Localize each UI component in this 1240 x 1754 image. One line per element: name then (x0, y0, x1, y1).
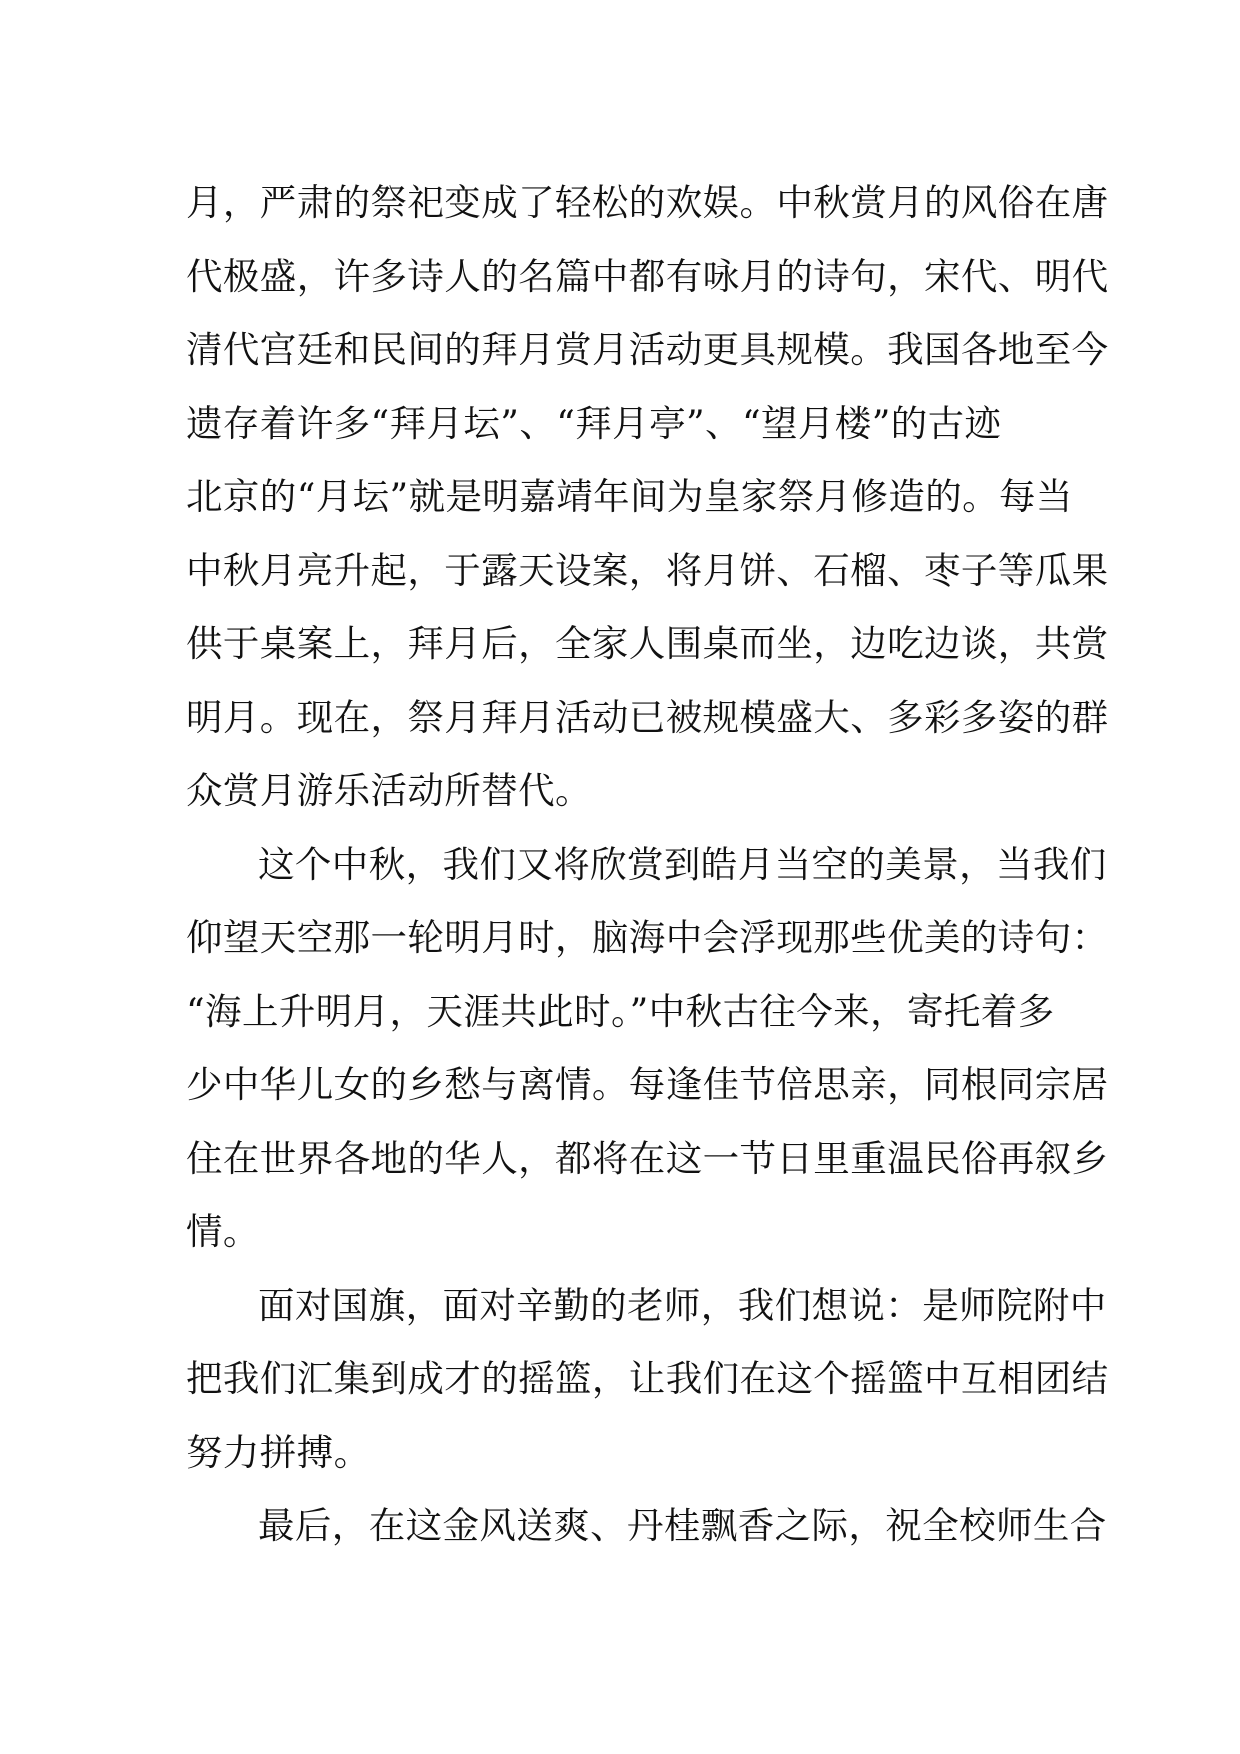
paragraph-first-line: 面对国旗，面对辛勤的老师，我们想说：是师院附中 (258, 1283, 1107, 1327)
text-line: 月，严肃的祭祀变成了轻松的欢娱。中秋赏月的风俗在唐 (186, 181, 1109, 224)
text-line: 少中华儿女的乡愁与离情。每逢佳节倍思亲，同根同宗居 (186, 1063, 1109, 1106)
body-text (186, 166, 1109, 1563)
text-line: 情。 (186, 1210, 260, 1253)
text-line: 清代宫廷和民间的拜月赏月活动更具规模。我国各地至今 (186, 328, 1109, 371)
text-line: 北京的“月坛”就是明嘉靖年间为皇家祭月修造的。每当 (186, 475, 1073, 518)
text-line: 中秋月亮升起，于露天设案，将月饼、石榴、枣子等瓜果 (186, 548, 1109, 592)
text-line: 仰望天空那一轮明月时，脑海中会浮现那些优美的诗句： (186, 916, 1109, 959)
text-line: 代极盛，许多诗人的名篇中都有咏月的诗句，宋代、明代 (186, 254, 1109, 298)
paragraph-first-line: 最后，在这金风送爽、丹桂飘香之际，祝全校师生合 (258, 1504, 1107, 1547)
text-line: 众赏月游乐活动所替代。 (186, 769, 592, 812)
text-line: 把我们汇集到成才的摇篮，让我们在这个摇篮中互相团结 (186, 1357, 1109, 1400)
text-line: 供于桌案上，拜月后，全家人围桌而坐，边吃边谈，共赏 (186, 622, 1109, 665)
text-line: 遗存着许多“拜月坛”、“拜月亭”、“望月楼”的古迹 (186, 401, 1002, 445)
text-line: 住在世界各地的华人，都将在这一节日里重温民俗再叙乡 (186, 1136, 1109, 1180)
text-line: 明月。现在，祭月拜月活动已被规模盛大、多彩多姿的群 (186, 695, 1109, 739)
paragraph-first-line: 这个中秋，我们又将欣赏到皓月当空的美景，当我们 (258, 842, 1107, 886)
text-line: 努力拼搏。 (186, 1430, 371, 1474)
text-line: “海上升明月，天涯共此时。”中秋古往今来，寄托着多 (186, 989, 1055, 1033)
